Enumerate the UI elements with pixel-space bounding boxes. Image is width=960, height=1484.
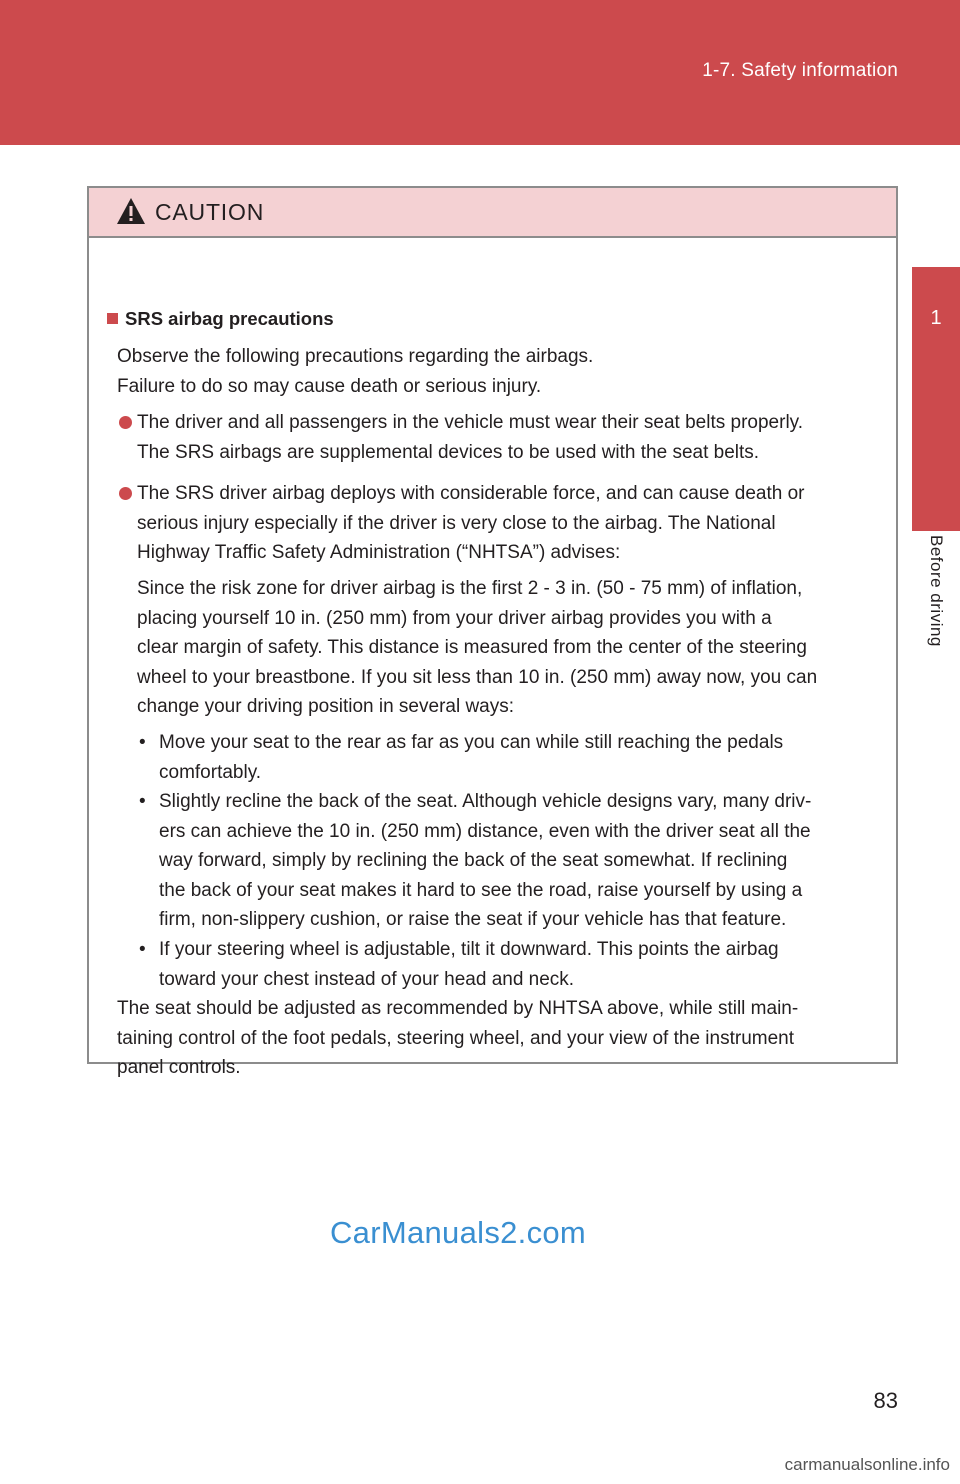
round-bullet-icon <box>119 416 132 429</box>
text-line: toward your chest instead of your head and neck. <box>159 968 575 990</box>
text-line: placing yourself 10 in. (250 mm) from your driver airbag provides you with a <box>137 607 772 629</box>
sub-heading-text: SRS airbag precautions <box>125 308 334 329</box>
dot-item <box>159 787 879 935</box>
text-line: way forward, simply by reclining the back of the seat somewhat. If reclining <box>159 850 788 871</box>
text-line: Failure to do so may cause death or serious injury. <box>117 375 542 397</box>
chapter-number: 1 <box>930 307 942 329</box>
text-line: panel controls. <box>117 1057 241 1078</box>
watermark: CarManuals2.com <box>330 1215 587 1250</box>
text-line: Observe the following precautions regarding the airbags. <box>117 346 594 367</box>
text-line: the back of your seat makes it hard to see the road, raise yourself by using a <box>159 879 803 901</box>
text-line: If your steering wheel is adjustable, tilt it downward. This points the airbag <box>159 939 779 960</box>
text-line: Move your seat to the rear as far as you can while still reaching the pedals <box>159 732 784 753</box>
closing-paragraph <box>117 994 889 1083</box>
dot-item <box>159 728 879 787</box>
text-line: Since the risk zone for driver airbag is the first 2 - 3 in. (50 - 75 mm) of inflation, <box>137 578 803 599</box>
chapter-label: Before driving <box>927 535 946 647</box>
footer-site: carmanualsonline.info <box>784 1455 950 1474</box>
text-line: The SRS driver airbag deploys with considerable force, and can cause death or <box>137 483 805 504</box>
header-band <box>0 0 960 145</box>
text-line: The seat should be adjusted as recommended by NHTSA above, while still main- <box>117 998 799 1019</box>
nhtsa-paragraph <box>137 574 889 722</box>
text-line: clear margin of safety. This distance is measured from the center of the steering <box>137 637 807 658</box>
caution-header <box>89 188 896 238</box>
section-title: 1-7. Safety information <box>702 60 898 81</box>
text-line: Highway Traffic Safety Administration (“NHTSA”) advises: <box>137 542 621 563</box>
text-line: The SRS airbags are supplemental devices to be used with the seat belts. <box>137 441 760 463</box>
intro-paragraph <box>117 342 877 401</box>
warning-triangle-icon <box>116 197 146 225</box>
dot-bullet-icon: • <box>139 791 146 812</box>
caution-box <box>87 186 898 1078</box>
text-line: taining control of the foot pedals, steering wheel, and your view of the instrument <box>117 1027 795 1049</box>
text-line: Slightly recline the back of the seat. Although vehicle designs vary, many driv- <box>159 791 812 812</box>
side-tab <box>912 145 960 1385</box>
dot-bullet-icon: • <box>139 939 146 960</box>
text-line: serious injury especially if the driver is very close to the airbag. The National <box>137 512 776 534</box>
dot-item <box>159 935 879 994</box>
square-bullet-icon <box>107 313 118 324</box>
text-line: The driver and all passengers in the vehicle must wear their seat belts properly. <box>137 412 804 433</box>
sub-heading <box>107 304 334 334</box>
bullet-item <box>137 479 889 568</box>
dot-bullet-icon: • <box>139 732 146 753</box>
bullet-item <box>137 408 889 467</box>
round-bullet-icon <box>119 487 132 500</box>
page-number: 83 <box>873 1388 898 1413</box>
text-line: change your driving position in several ways: <box>137 696 515 717</box>
text-line: ers can achieve the 10 in. (250 mm) distance, even with the driver seat all the <box>159 820 811 842</box>
text-line: firm, non-slippery cushion, or raise the seat if your vehicle has that feature. <box>159 909 787 930</box>
caution-title: CAUTION <box>155 199 265 225</box>
text-line: wheel to your breastbone. If you sit less than 10 in. (250 mm) away now, you can <box>137 666 818 688</box>
text-line: comfortably. <box>159 761 262 783</box>
